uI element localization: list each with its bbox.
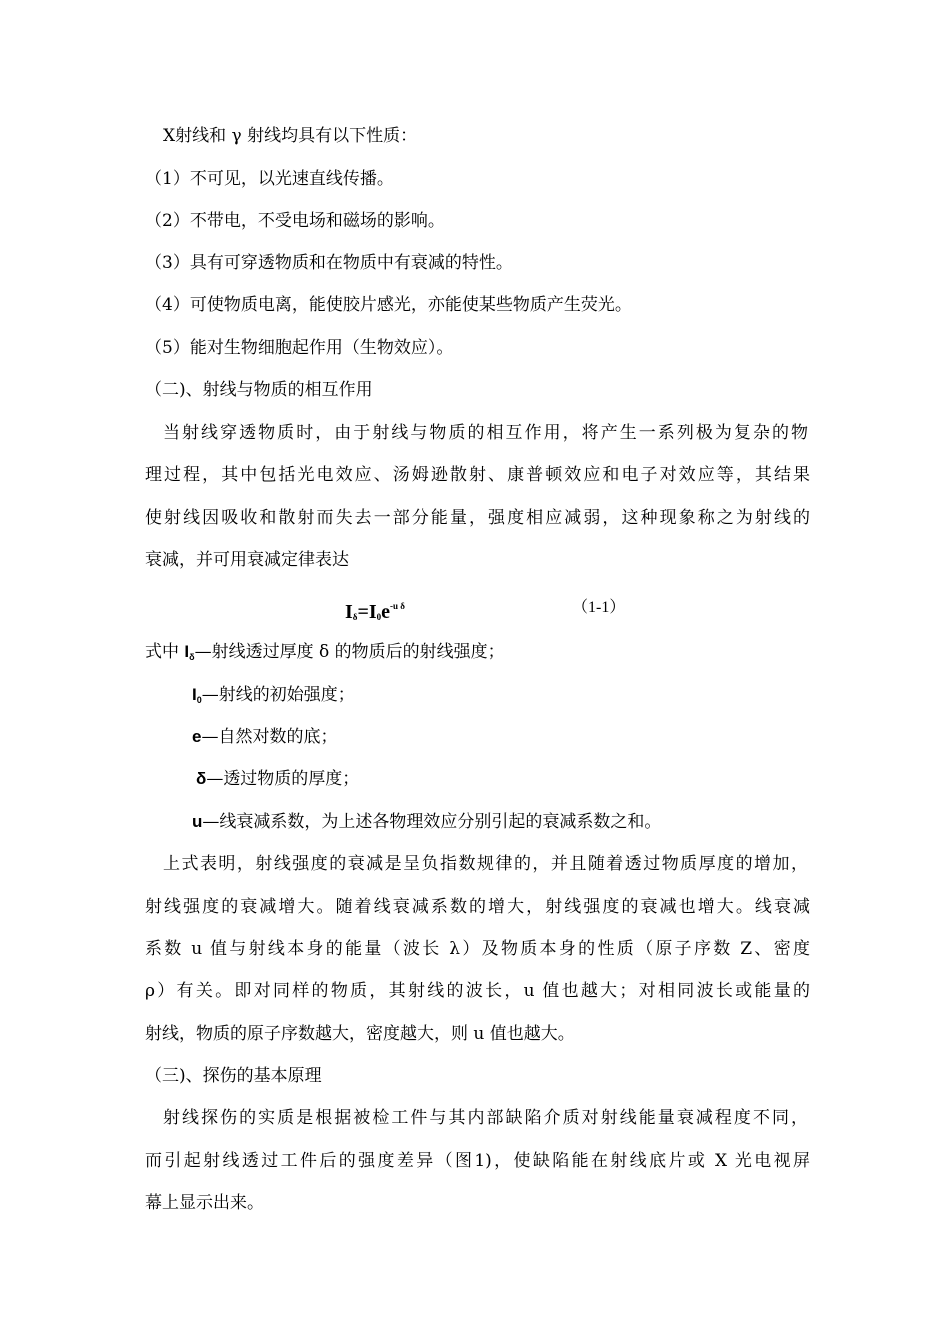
definition-4 xyxy=(196,767,861,791)
para3-line-2: 而引起射线透过工件后的强度差异（图1)，使缺陷能在射线底片或 X 光电视屏 xyxy=(145,1151,810,1171)
definition-2-text: —射线的初始强度； xyxy=(201,685,355,705)
formula-i0-sub: 0 xyxy=(376,612,382,622)
property-5: （5）能对生物细胞起作用（生物效应）。 xyxy=(145,338,454,358)
formula-lhs-sub: δ xyxy=(352,612,358,622)
para1-line-1: 当射线穿透物质时，由于射线与物质的相互作用，将产生一系列极为复杂的物 xyxy=(163,423,808,443)
definition-4-symbol: δ xyxy=(196,769,207,788)
para2-line-1: 上式表明，射线强度的衰减是呈负指数规律的，并且随着透过物质厚度的增加， xyxy=(163,854,808,874)
para2-line-4: ρ）有关。即对同样的物质，其射线的波长，u 值也越大；对相同波长或能量的 xyxy=(145,981,810,1001)
section-2-heading: （二)、射线与物质的相互作用 xyxy=(145,380,373,400)
section-3-heading: （三)、探伤的基本原理 xyxy=(145,1066,322,1086)
definition-2-symbol: $I_0$ xyxy=(192,685,202,705)
formula-eq: =I xyxy=(357,601,377,623)
definition-lead: 式中 xyxy=(145,642,179,662)
intro-line: X射线和 γ 射线均具有以下性质： xyxy=(163,126,418,146)
para1-line-4: 衰减，并可用衰减定律表达 xyxy=(145,550,349,570)
para3-line-3: 幕上显示出来。 xyxy=(145,1193,264,1213)
formula-e: e xyxy=(381,601,391,623)
definition-1-symbol: $I_\delta$ xyxy=(184,642,195,662)
definition-3 xyxy=(192,725,857,749)
para3-line-1: 射线探伤的实质是根据被检工件与其内部缺陷介质对射线能量衰减程度不同， xyxy=(163,1108,808,1128)
formula-exponent: -u δ xyxy=(390,601,405,611)
para1-line-3: 使射线因吸收和散射而失去一部分能量，强度相应减弱，这种现象称之为射线的 xyxy=(145,508,810,528)
definition-3-symbol: e xyxy=(192,727,202,746)
definition-5-symbol: u xyxy=(192,812,203,831)
definition-1-text: —射线透过厚度 δ 的物质后的射线强度； xyxy=(194,642,505,662)
property-3: （3）具有可穿透物质和在物质中有衰减的特性。 xyxy=(145,253,513,273)
definition-2 xyxy=(192,683,857,712)
para1-line-2: 理过程，其中包括光电效应、汤姆逊散射、康普顿效应和电子对效应等，其结果 xyxy=(145,465,810,485)
property-2: （2）不带电，不受电场和磁场的影响。 xyxy=(145,211,445,231)
property-1: （1）不可见，以光速直线传播。 xyxy=(145,169,394,189)
property-4: （4）可使物质电离，能使胶片感光，亦能使某些物质产生荧光。 xyxy=(145,295,632,315)
definition-5 xyxy=(192,810,857,834)
definition-4-text: —透过物质的厚度； xyxy=(206,769,360,789)
equation-number: （1-1） xyxy=(572,599,626,616)
definition-3-text: —自然对数的底； xyxy=(201,727,338,747)
para2-line-3: 系数 u 值与射线本身的能量（波长 λ）及物质本身的性质（原子序数 Z、密度 xyxy=(145,939,810,959)
definition-1 xyxy=(145,640,810,669)
formula-lhs: I xyxy=(345,601,353,623)
attenuation-formula xyxy=(345,592,405,631)
para2-line-5: 射线，物质的原子序数越大，密度越大，则 u 值也越大。 xyxy=(145,1024,575,1044)
para2-line-2: 射线强度的衰减增大。随着线衰减系数的增大，射线强度的衰减也增大。线衰减 xyxy=(145,897,810,917)
definition-5-text: —线衰减系数，为上述各物理效应分别引起的衰减系数之和。 xyxy=(202,812,662,832)
